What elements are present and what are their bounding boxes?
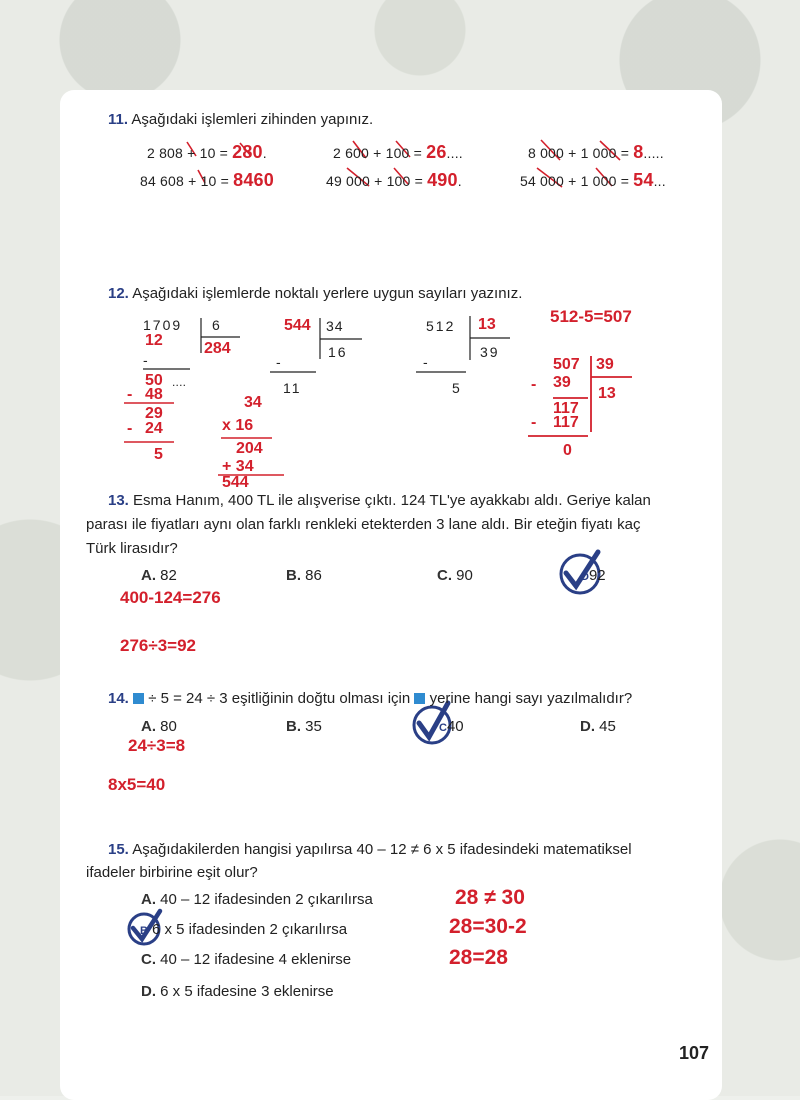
q11-item-3: [528, 142, 664, 163]
option-letter: A.: [141, 567, 156, 584]
div1-hw-24: 24: [145, 420, 163, 437]
option-letter: A.: [141, 718, 156, 735]
q11-item-4: [140, 170, 274, 191]
div1-hw-5: 5: [154, 446, 163, 463]
div2-hw-34: 34: [244, 394, 262, 411]
q14-option-c[interactable]: [439, 718, 464, 735]
option-letter: C.: [141, 951, 156, 968]
q11-number: 11.: [108, 111, 129, 128]
option-text: 6 x 5 ifadesine 3 eklenirse: [160, 983, 334, 1000]
div1-hw-48: 48: [145, 386, 163, 403]
option-letter: C.: [437, 567, 452, 584]
blank-square-icon: [414, 693, 425, 704]
q13-line3: Türk lirasıdır?: [86, 540, 178, 557]
q11-item-6: [520, 170, 666, 191]
div2-hw-544: 544: [222, 474, 249, 491]
q13-line1: [108, 492, 651, 509]
hw-right-dividend: 507: [553, 356, 580, 373]
div1-dividend: 1709: [143, 317, 183, 333]
q15-option-d[interactable]: [141, 983, 334, 1000]
q11-expr: 49 000 + 100 =: [326, 173, 423, 189]
q11-expr: 54 000 + 1 000 =: [520, 173, 630, 189]
q13-option-d[interactable]: [581, 567, 606, 584]
div1-quotient: 284: [204, 340, 231, 357]
q11-text: Aşağıdaki işlemleri zihinden yapınız.: [131, 111, 374, 128]
div1-divisor: 6: [212, 317, 220, 333]
q14-hw-1: 24÷3=8: [128, 736, 186, 755]
q11-item-1: [147, 142, 267, 163]
q13-hw-2: 276÷3=92: [120, 636, 196, 655]
option-letter: B.: [286, 718, 301, 735]
q11-expr: 2 808 + 10 =: [147, 145, 229, 161]
hw-right-eq: 512-5=507: [550, 307, 632, 326]
q14-option-b[interactable]: [286, 718, 322, 735]
option-value: 82: [160, 567, 177, 584]
div2-divisor: 34: [326, 318, 344, 334]
hw-right-quotient: 13: [598, 385, 616, 402]
div2-minus: -: [276, 354, 281, 370]
option-text: 6 x 5 ifadesinden 2 çıkarılırsa: [151, 921, 348, 938]
hw-right-result: 0: [563, 442, 572, 459]
div2-hw-204: 204: [236, 440, 263, 457]
q11-answer: 8: [633, 142, 644, 162]
div1-hw-50: 50: [145, 372, 163, 389]
option-text: 40 – 12 ifadesinden 2 çıkarılırsa: [160, 891, 373, 908]
q11-answer: 26: [426, 142, 447, 162]
option-letter: D.: [141, 983, 156, 1000]
q15-hw-2: 28=30-2: [449, 915, 527, 938]
div3-divisor: 13: [478, 316, 496, 333]
q11-expr: 8 000 + 1 000 =: [528, 145, 630, 161]
div2-quotient: 16: [328, 344, 348, 360]
option-value: 45: [599, 718, 616, 735]
option-letter: D: [581, 571, 589, 583]
q12-number: 12.: [108, 285, 129, 302]
option-letter: A.: [141, 891, 156, 908]
q12-header: [108, 285, 522, 302]
option-value: 86: [305, 567, 322, 584]
q11-answer: 490: [427, 170, 458, 190]
div3-minus: -: [423, 354, 428, 370]
q11-answer: 280: [232, 142, 263, 162]
hw-right-mid: 117: [553, 400, 579, 417]
option-value: 90: [456, 567, 473, 584]
page-number: 107: [679, 1043, 710, 1063]
option-value: 40: [446, 718, 464, 735]
q15-hw-3: 28=28: [449, 946, 508, 969]
q11-expr: 84 608 + 10 =: [140, 173, 230, 189]
option-value: 80: [160, 718, 177, 735]
q11-dots: ...: [653, 173, 666, 189]
q15-line2: ifadeler birbirine eşit olur?: [86, 864, 258, 881]
option-letter: B.: [286, 567, 301, 584]
option-text: 40 – 12 ifadesine 4 eklenirse: [160, 951, 352, 968]
q13-option-c[interactable]: [437, 567, 473, 584]
div2-dividend: 544: [284, 317, 311, 334]
div2-hw-x16: x 16: [222, 417, 254, 434]
q11-expr: 2 600 + 100 =: [333, 145, 423, 161]
q15-hw-1: 28 ≠ 30: [455, 886, 525, 909]
q14-line: [108, 690, 632, 707]
div3-dividend: 512: [426, 318, 456, 334]
q13-option-a[interactable]: [141, 567, 177, 584]
hw-right-sub2: 117: [553, 414, 579, 431]
q11-dots: .: [262, 145, 267, 161]
hw-div-lines: [528, 356, 632, 436]
div2-hw-plus34: + 34: [222, 458, 254, 475]
q12-text: Aşağıdaki işlemlerde noktalı yerlere uygun sayıları yazınız.: [132, 285, 523, 302]
q11-dots: .: [457, 173, 462, 189]
q11-dots: ....: [446, 145, 463, 161]
q14-option-a[interactable]: [141, 718, 177, 735]
q11-item-2: [333, 142, 463, 163]
q11-answer: 54: [633, 170, 654, 190]
q15-line1: [108, 841, 632, 858]
q14-hw-2: 8x5=40: [108, 775, 166, 794]
q14-text-b: yerine hangi sayı yazılmalıdır?: [429, 690, 633, 707]
q14-option-d[interactable]: [580, 718, 616, 735]
option-letter: B: [140, 925, 148, 937]
option-value: 92: [588, 567, 606, 584]
div3-remainder: 5: [452, 380, 460, 396]
div2-remainder: 11: [283, 380, 302, 396]
q13-number: 13.: [108, 492, 129, 509]
option-letter: C: [439, 722, 447, 734]
q15-option-c[interactable]: [141, 951, 351, 968]
hw-right-divisor: 39: [596, 356, 614, 373]
q15-option-a[interactable]: [141, 891, 373, 908]
hw-right-minus-2: -: [531, 414, 537, 431]
hw-right-minus: -: [531, 376, 537, 393]
q11-item-5: [326, 170, 462, 191]
q15-text-1: Aşağıdakilerden hangisi yapılırsa 40 – 12 ≠ 6 x 5 ifadesindeki matematiksel: [132, 841, 632, 858]
q15-number: 15.: [108, 841, 129, 858]
div1-hw-minus: -: [127, 386, 133, 403]
q14-text-a: ÷ 5 = 24 ÷ 3 eşitliğinin doğtu olması için: [148, 690, 411, 707]
div3-quotient: 39: [480, 344, 500, 360]
blank-square-icon: [133, 693, 144, 704]
div1-minus: -: [143, 352, 148, 368]
q14-number: 14.: [108, 690, 129, 707]
q13-line2: parası ile fiyatları aynı olan farklı renkleki etekterden 3 lane aldı. Bir eteğin fiyatı kaç: [86, 516, 641, 533]
q13-text-1: Esma Hanım, 400 TL ile alışverise çıktı. 124 TL'ye ayakkabı aldı. Geriye kalan: [133, 492, 651, 509]
q15-option-b[interactable]: [140, 921, 347, 938]
div1-hw-12: 12: [145, 332, 163, 349]
q11-dots: .....: [643, 145, 664, 161]
q13-hw-1: 400-124=276: [120, 588, 221, 607]
hw-right-sub1: 39: [553, 374, 571, 391]
q11-answer: 8460: [233, 170, 274, 190]
option-value: 35: [305, 718, 322, 735]
div1-hw-29: 29: [145, 405, 163, 422]
option-letter: D.: [580, 718, 595, 735]
q11-header: [108, 111, 373, 128]
q13-option-b[interactable]: [286, 567, 322, 584]
div1-dots: ....: [172, 375, 187, 389]
div1-hw-minus-2: -: [127, 420, 133, 437]
